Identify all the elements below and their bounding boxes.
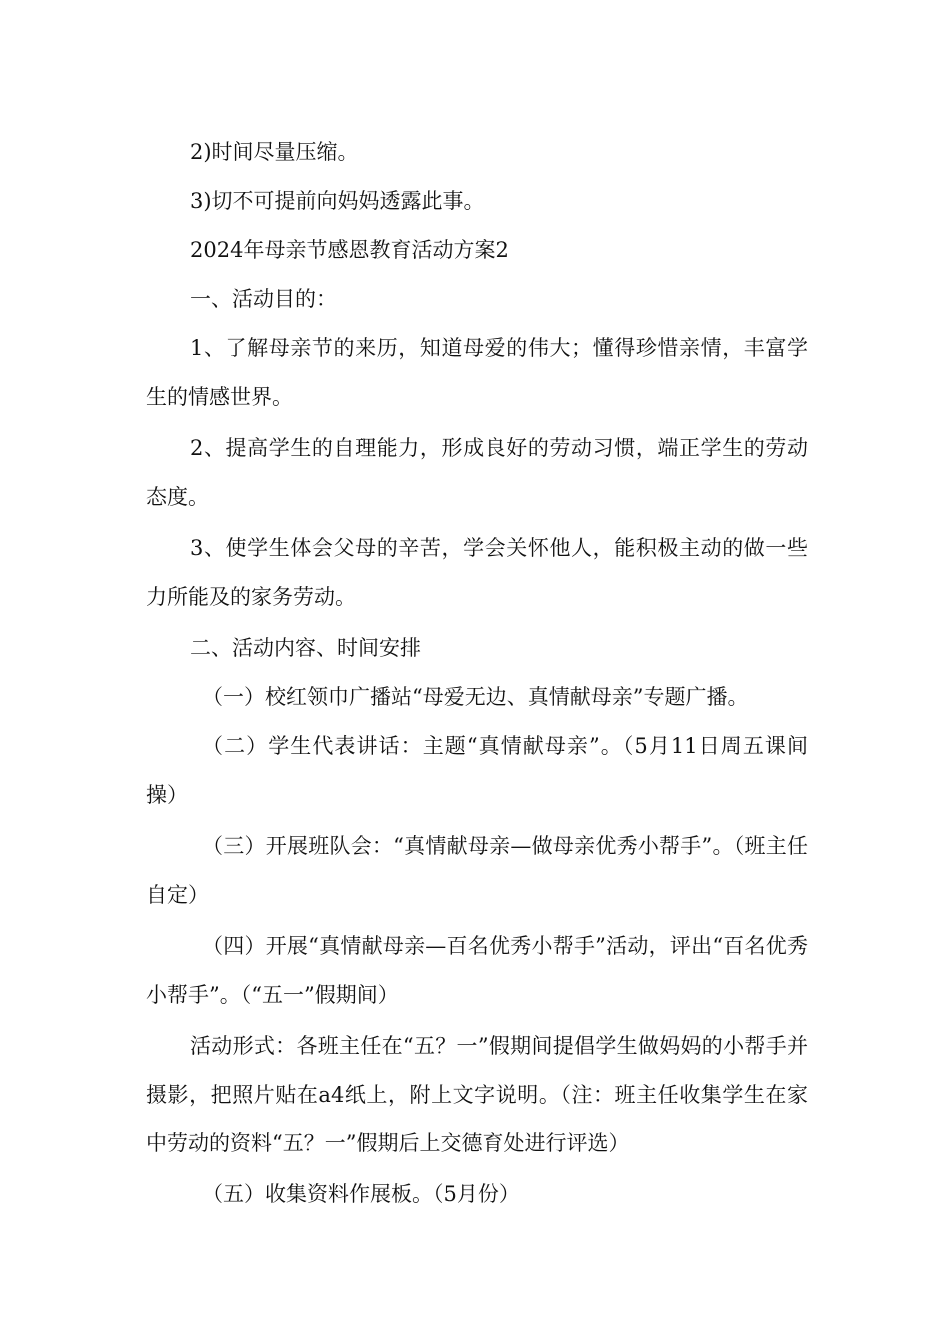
heading-activity-content: 二、活动内容、时间安排: [190, 636, 421, 660]
paragraph-no-reveal: 3)切不可提前向妈妈透露此事。: [190, 189, 485, 213]
paragraph-purpose-2: 2、提高学生的自理能力，形成良好的劳动习惯，端正学生的劳动态度。: [146, 436, 808, 509]
paragraph-item-2: （二）学生代表讲话：主题“真情献母亲”。（5月11日周五课间操）: [146, 734, 808, 807]
paragraph-item-4: （四）开展“真情献母亲—百名优秀小帮手”活动，评出“百名优秀小帮手”。（“五一”假期间）: [146, 934, 808, 1007]
paragraph-item-5: （五）收集资料作展板。（5月份）: [202, 1182, 520, 1206]
section-title-plan-2: 2024年母亲节感恩教育活动方案2: [190, 238, 509, 262]
heading-activity-purpose: 一、活动目的：: [190, 287, 337, 311]
paragraph-time-compress: 2)时间尽量压缩。: [190, 140, 359, 164]
paragraph-purpose-3: 3、使学生体会父母的辛苦，学会关怀他人，能积极主动的做一些力所能及的家务劳动。: [146, 536, 808, 609]
paragraph-item-1: （一）校红领巾广播站“母爱无边、真情献母亲”专题广播。: [202, 685, 749, 709]
paragraph-item-3: （三）开展班队会：“真情献母亲—做母亲优秀小帮手”。（班主任自定）: [146, 834, 808, 907]
paragraph-activity-form: 活动形式：各班主任在“五？一”假期间提倡学生做妈妈的小帮手并摄影，把照片贴在a4纸上，附上文字说明。（注：班主任收集学生在家中劳动的资料“五？一”假期后上交德育处进行评选）: [146, 1034, 808, 1155]
paragraph-purpose-1: 1、了解母亲节的来历，知道母爱的伟大；懂得珍惜亲情，丰富学生的情感世界。: [146, 336, 808, 409]
